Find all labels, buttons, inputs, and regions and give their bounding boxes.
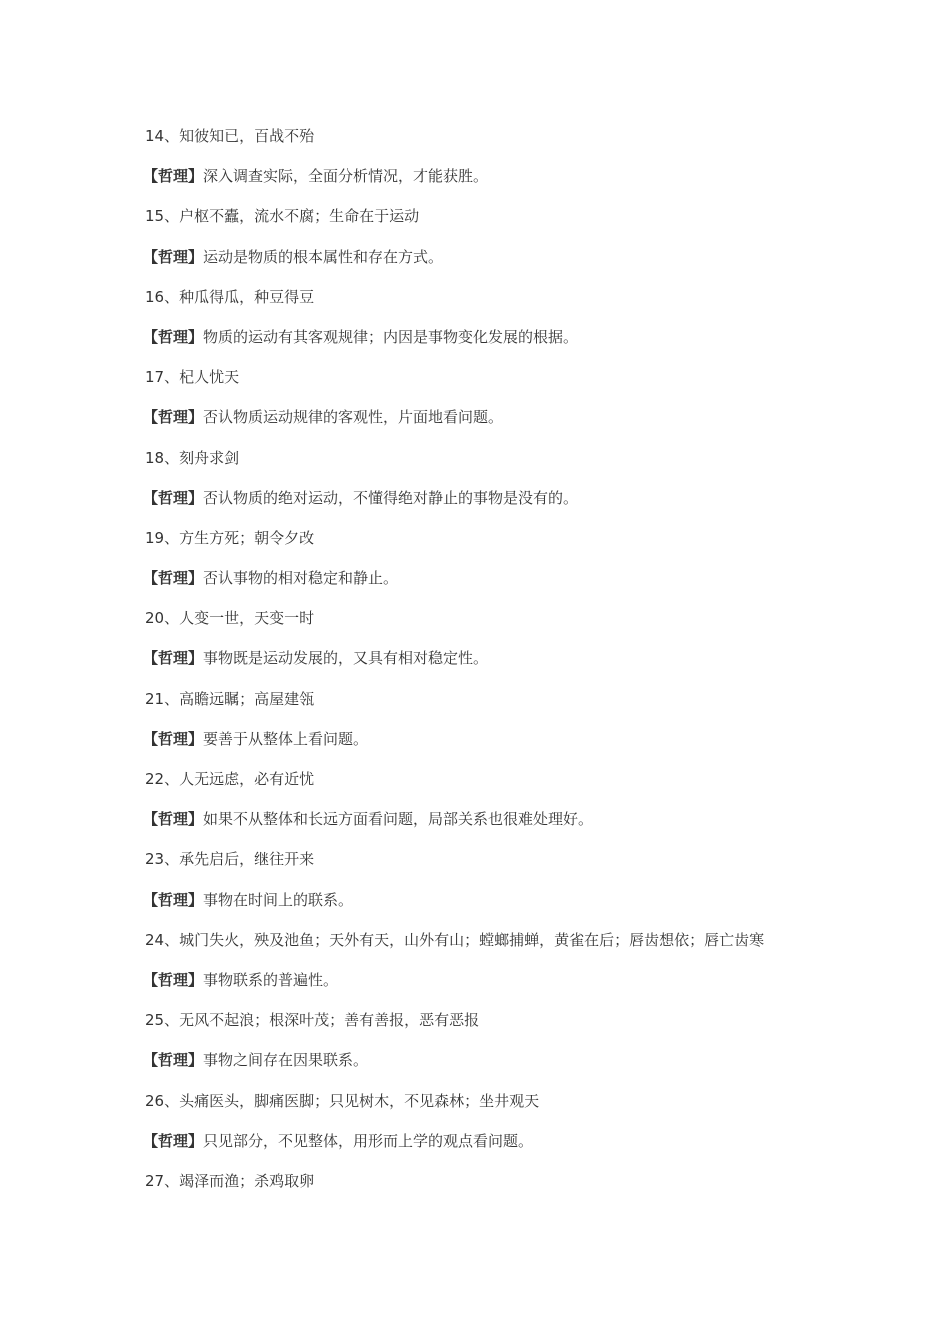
philosophy-text: 事物既是运动发展的，又具有相对稳定性。 bbox=[203, 649, 489, 668]
philosophy-text: 要善于从整体上看问题。 bbox=[203, 729, 369, 748]
philosophy-26 bbox=[143, 1130, 835, 1170]
item-number: 20 bbox=[145, 609, 165, 628]
idiom-text: 、知彼知已，百战不殆 bbox=[164, 127, 315, 145]
idiom-text: 、户枢不蠹，流水不腐；生命在于运动 bbox=[164, 207, 420, 226]
philosophy-text: 深入调查实际，全面分析情况，才能获胜。 bbox=[203, 167, 489, 186]
idiom-text: 、刻舟求剑 bbox=[164, 448, 240, 467]
philosophy-text: 事物在时间上的联系。 bbox=[203, 890, 354, 909]
item-number: 19 bbox=[145, 528, 165, 547]
philosophy-tag: 【哲理】 bbox=[143, 1051, 204, 1070]
philosophy-text: 物质的运动有其客观规律；内因是事物变化发展的根据。 bbox=[203, 327, 579, 346]
philosophy-18 bbox=[143, 487, 835, 527]
item-number: 21 bbox=[145, 689, 165, 708]
idiom-list bbox=[145, 125, 835, 1210]
philosophy-16 bbox=[143, 326, 835, 366]
idiom-text: 、头痛医头，脚痛医脚；只见树木，不见森林；坐井观天 bbox=[164, 1091, 540, 1110]
philosophy-text: 否认物质运动规律的客观性，片面地看问题。 bbox=[203, 408, 504, 427]
idiom-item-18 bbox=[145, 447, 835, 487]
idiom-text: 、杞人忧天 bbox=[164, 368, 240, 387]
idiom-item-23 bbox=[145, 848, 835, 888]
item-number: 14 bbox=[145, 127, 165, 145]
philosophy-tag: 【哲理】 bbox=[143, 247, 204, 266]
philosophy-17 bbox=[143, 406, 835, 446]
idiom-text: 、人变一世，天变一时 bbox=[164, 609, 315, 628]
philosophy-19 bbox=[143, 567, 835, 607]
idiom-item-14 bbox=[145, 125, 835, 165]
idiom-item-20 bbox=[145, 607, 835, 647]
idiom-item-25 bbox=[145, 1009, 835, 1049]
philosophy-15 bbox=[143, 246, 835, 286]
philosophy-tag: 【哲理】 bbox=[143, 408, 204, 427]
idiom-text: 、人无远虑，必有近忧 bbox=[164, 770, 315, 788]
item-number: 15 bbox=[145, 207, 165, 226]
philosophy-tag: 【哲理】 bbox=[143, 327, 204, 346]
philosophy-22 bbox=[143, 808, 835, 848]
item-number: 24 bbox=[145, 930, 165, 949]
item-number: 22 bbox=[145, 770, 165, 788]
philosophy-text: 事物联系的普遍性。 bbox=[203, 970, 339, 989]
philosophy-tag: 【哲理】 bbox=[143, 970, 204, 989]
philosophy-tag: 【哲理】 bbox=[143, 569, 204, 588]
idiom-text: 、承先启后，继往开来 bbox=[164, 850, 315, 869]
item-number: 18 bbox=[145, 448, 165, 467]
item-number: 27 bbox=[145, 1171, 165, 1190]
item-number: 16 bbox=[145, 287, 165, 306]
idiom-item-22 bbox=[145, 768, 835, 808]
philosophy-24 bbox=[143, 969, 835, 1009]
philosophy-tag: 【哲理】 bbox=[143, 810, 204, 829]
philosophy-tag: 【哲理】 bbox=[143, 167, 204, 186]
philosophy-21 bbox=[143, 728, 835, 768]
philosophy-text: 否认事物的相对稳定和静止。 bbox=[203, 569, 399, 588]
idiom-item-21 bbox=[145, 688, 835, 728]
idiom-text: 、无风不起浪；根深叶茂；善有善报，恶有恶报 bbox=[164, 1011, 480, 1030]
philosophy-text: 事物之间存在因果联系。 bbox=[203, 1051, 369, 1070]
philosophy-14 bbox=[143, 165, 835, 205]
philosophy-20 bbox=[143, 647, 835, 687]
philosophy-23 bbox=[143, 889, 835, 929]
philosophy-text: 只见部分，不见整体，用形而上学的观点看问题。 bbox=[203, 1131, 534, 1150]
idiom-item-27 bbox=[145, 1170, 835, 1210]
philosophy-tag: 【哲理】 bbox=[143, 729, 204, 748]
idiom-item-26 bbox=[145, 1090, 835, 1130]
idiom-text: 、方生方死；朝令夕改 bbox=[164, 528, 315, 547]
item-number: 25 bbox=[145, 1011, 165, 1030]
philosophy-tag: 【哲理】 bbox=[143, 890, 204, 909]
idiom-item-17 bbox=[145, 366, 835, 406]
idiom-item-24 bbox=[145, 929, 835, 969]
philosophy-tag: 【哲理】 bbox=[143, 488, 204, 507]
idiom-item-19 bbox=[145, 527, 835, 567]
item-number: 26 bbox=[145, 1091, 165, 1110]
item-number: 17 bbox=[145, 368, 165, 387]
item-number: 23 bbox=[145, 850, 165, 869]
philosophy-text: 否认物质的绝对运动，不懂得绝对静止的事物是没有的。 bbox=[203, 488, 579, 507]
idiom-text: 、竭泽而渔；杀鸡取卵 bbox=[164, 1171, 315, 1190]
philosophy-text: 运动是物质的根本属性和存在方式。 bbox=[203, 247, 444, 266]
idiom-text: 、高瞻远瞩；高屋建瓴 bbox=[164, 689, 315, 708]
philosophy-text: 如果不从整体和长远方面看问题，局部关系也很难处理好。 bbox=[203, 810, 594, 829]
idiom-item-16 bbox=[145, 286, 835, 326]
idiom-item-15 bbox=[145, 205, 835, 245]
idiom-text: 、种瓜得瓜，种豆得豆 bbox=[164, 287, 315, 306]
philosophy-tag: 【哲理】 bbox=[143, 649, 204, 668]
philosophy-25 bbox=[143, 1049, 835, 1089]
idiom-text: 、城门失火，殃及池鱼；天外有天，山外有山；螳螂捕蝉，黄雀在后；唇齿想依；唇亡齿寒 bbox=[164, 930, 765, 949]
philosophy-tag: 【哲理】 bbox=[143, 1131, 204, 1150]
